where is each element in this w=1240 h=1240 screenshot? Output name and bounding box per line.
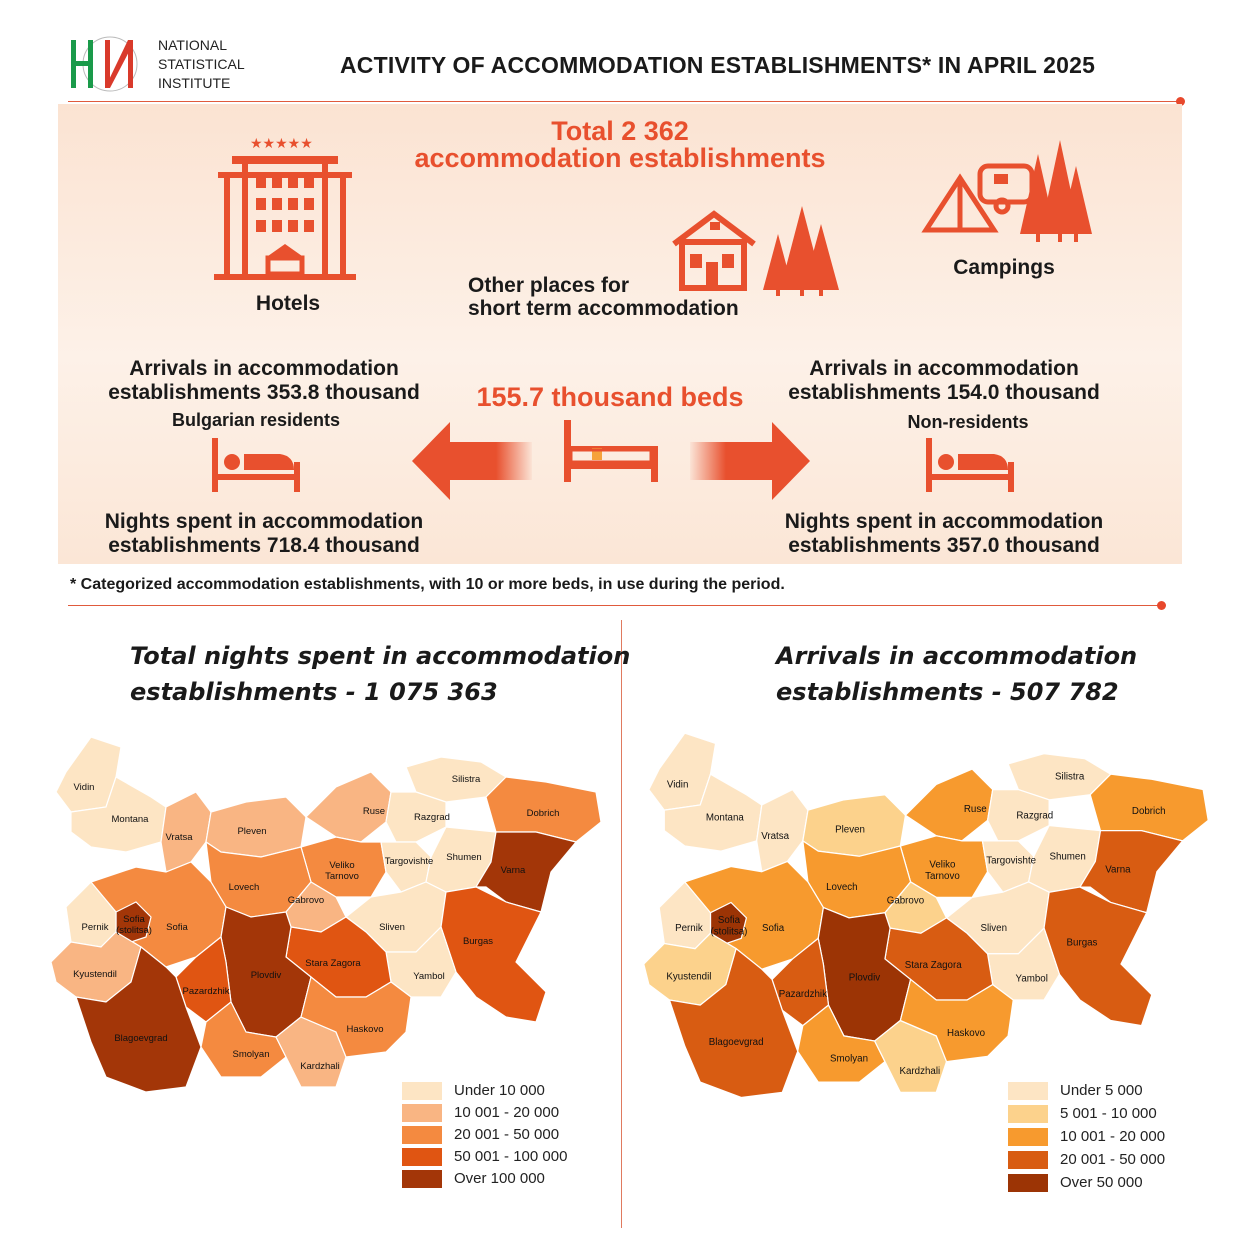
region-label-ruse: Ruse (963, 804, 987, 816)
arrow-left-icon (412, 422, 532, 505)
legend-label: Over 100 000 (454, 1170, 545, 1187)
residents-nights: Nights spent in accommodation establishments 718.4 thousand (104, 510, 424, 557)
residents-label: Bulgarian residents (171, 410, 341, 430)
page-title: ACTIVITY OF ACCOMMODATION ESTABLISHMENTS* IN APRIL 2025 (340, 52, 1096, 78)
legend-label: 10 001 - 20 000 (454, 1104, 560, 1121)
region-label-haskovo: Haskovo (346, 1024, 384, 1035)
region-label-pazardzhik: Pazardzhik (182, 986, 230, 997)
region-label-shumen: Shumen (1049, 851, 1086, 863)
region-label-vidin: Vidin (666, 779, 689, 791)
region-label-vratsa: Vratsa (165, 832, 193, 843)
legend-swatch (402, 1126, 442, 1144)
hotel-icon (210, 132, 360, 289)
region-label-montana: Montana (705, 812, 744, 824)
region-label-pazardzhik: Pazardzhik (778, 988, 827, 1000)
region-label-yambol: Yambol (413, 971, 445, 982)
legend-label: 20 001 - 50 000 (1060, 1151, 1166, 1168)
header-divider (68, 101, 1180, 102)
nights-map (46, 732, 606, 1112)
region-label-blagoevgrad: Blagoevgrad (708, 1037, 764, 1049)
residents-arrivals: Arrivals in accommodation establishments 353.8 thousand (108, 357, 420, 404)
region-label-kardzhali: Kardzhali (899, 1065, 941, 1077)
region-label-montana: Montana (111, 814, 149, 825)
region-label-kyustendil: Kyustendil (73, 969, 117, 980)
region-label-dobrich: Dobrich (1131, 806, 1166, 818)
region-label-shumen: Shumen (446, 852, 482, 863)
region-label-gabrovo: Gabrovo (287, 895, 325, 906)
region-label-plovdiv: Plovdiv (250, 970, 282, 981)
region-label-sofia: Sofia (761, 923, 785, 935)
nights-map-title: Total nights spent in accommodation establishments - 1 075 363 (130, 642, 631, 706)
bed-icon-center (562, 420, 660, 487)
arrivals-map-title: Arrivals in accommodation establishments - 507 782 (776, 642, 1138, 706)
nsi-logo (68, 34, 154, 94)
legend-swatch (1008, 1174, 1048, 1192)
region-label-gabrovo: Gabrovo (886, 895, 925, 907)
region-label-lovech: Lovech (826, 882, 858, 894)
region-label-veliko-tarnovo: Veliko Tarnovo (325, 860, 359, 882)
region-label-sliven: Sliven (980, 923, 1008, 935)
total-count: Total 2 362 (551, 116, 689, 146)
camping-icon (920, 138, 1096, 251)
arrivals-legend (1008, 1082, 1208, 1202)
region-label-stara-zagora: Stara Zagora (904, 960, 962, 972)
legend-swatch (402, 1104, 442, 1122)
legend-label: 10 001 - 20 000 (1060, 1128, 1166, 1145)
region-label-burgas: Burgas (462, 936, 494, 947)
legend-label: Under 10 000 (454, 1082, 545, 1099)
region-label-lovech: Lovech (228, 882, 260, 893)
region-label-sofia-stolitsa: Sofia (stolitsa) (116, 914, 152, 936)
legend-label: 20 001 - 50 000 (454, 1126, 560, 1143)
region-label-sliven: Sliven (379, 922, 405, 933)
legend-swatch (402, 1170, 442, 1188)
legend-swatch (1008, 1151, 1048, 1169)
region-label-razgrad: Razgrad (414, 812, 450, 823)
region-label-sofia-stolitsa: Sofia (stolitsa) (710, 915, 748, 938)
beds-total: 155.7 thousand beds (476, 382, 744, 412)
region-label-ruse: Ruse (362, 806, 386, 817)
legend-label: 5 001 - 10 000 (1060, 1105, 1157, 1122)
region-label-silistra: Silistra (1055, 771, 1085, 783)
region-label-stara-zagora: Stara Zagora (305, 958, 361, 969)
bed-icon-residents (210, 438, 302, 497)
bed-icon-nonresidents (924, 438, 1016, 497)
legend-swatch (1008, 1128, 1048, 1146)
footnote: * Categorized accommodation establishments, with 10 or more beds, in use during the period. (70, 576, 785, 593)
region-label-varna: Varna (1105, 864, 1131, 876)
region-label-pernik: Pernik (675, 923, 703, 935)
legend-label: 50 001 - 100 000 (454, 1148, 568, 1165)
region-label-vidin: Vidin (73, 782, 95, 793)
region-label-haskovo: Haskovo (947, 1027, 985, 1039)
region-label-sofia: Sofia (166, 922, 188, 933)
arrivals-map (630, 728, 1222, 1118)
region-label-kyustendil: Kyustendil (666, 971, 712, 983)
region-label-kardzhali: Kardzhali (300, 1061, 340, 1072)
legend-swatch (1008, 1105, 1048, 1123)
campings-label: Campings (953, 256, 1055, 279)
region-label-targovishte: Targovishte (986, 855, 1037, 867)
legend-label: Under 5 000 (1060, 1082, 1143, 1099)
logo-text: NATIONAL STATISTICAL INSTITUTE (158, 37, 245, 91)
region-label-vratsa: Vratsa (761, 830, 790, 842)
footnote-divider (68, 605, 1160, 606)
maps-separator (621, 620, 622, 1228)
other-places-label: Other places for short term accommodation (468, 274, 739, 320)
legend-label: Over 50 000 (1060, 1174, 1143, 1191)
region-label-targovishte: Targovishte (384, 856, 434, 867)
region-label-pernik: Pernik (81, 922, 109, 933)
region-label-burgas: Burgas (1066, 937, 1098, 949)
region-label-plovdiv: Plovdiv (848, 972, 881, 984)
hotels-label: Hotels (255, 292, 321, 315)
region-label-silistra: Silistra (451, 774, 481, 785)
nonresidents-arrivals: Arrivals in accommodation establishments 154.0 thousand (788, 357, 1100, 404)
region-label-pleven: Pleven (237, 826, 267, 837)
region-label-smolyan: Smolyan (232, 1049, 270, 1060)
nonresidents-nights: Nights spent in accommodation establishments 357.0 thousand (784, 510, 1104, 557)
legend-swatch (1008, 1082, 1048, 1100)
region-label-veliko-tarnovo: Veliko Tarnovo (925, 859, 960, 882)
nights-legend (402, 1082, 602, 1198)
region-label-smolyan: Smolyan (830, 1053, 868, 1065)
region-label-yambol: Yambol (1015, 973, 1048, 985)
svg-text:★★★★★: ★★★★★ (250, 136, 313, 152)
legend-swatch (402, 1082, 442, 1100)
region-label-varna: Varna (500, 865, 526, 876)
region-label-blagoevgrad: Blagoevgrad (114, 1033, 168, 1044)
arrow-right-icon (690, 422, 810, 505)
nonresidents-label: Non-residents (907, 412, 1029, 432)
region-label-razgrad: Razgrad (1016, 810, 1054, 822)
total-label: accommodation establishments (414, 143, 826, 173)
region-label-pleven: Pleven (835, 824, 865, 836)
footnote-divider-dot (1157, 601, 1166, 610)
legend-swatch (402, 1148, 442, 1166)
region-label-dobrich: Dobrich (526, 808, 560, 819)
